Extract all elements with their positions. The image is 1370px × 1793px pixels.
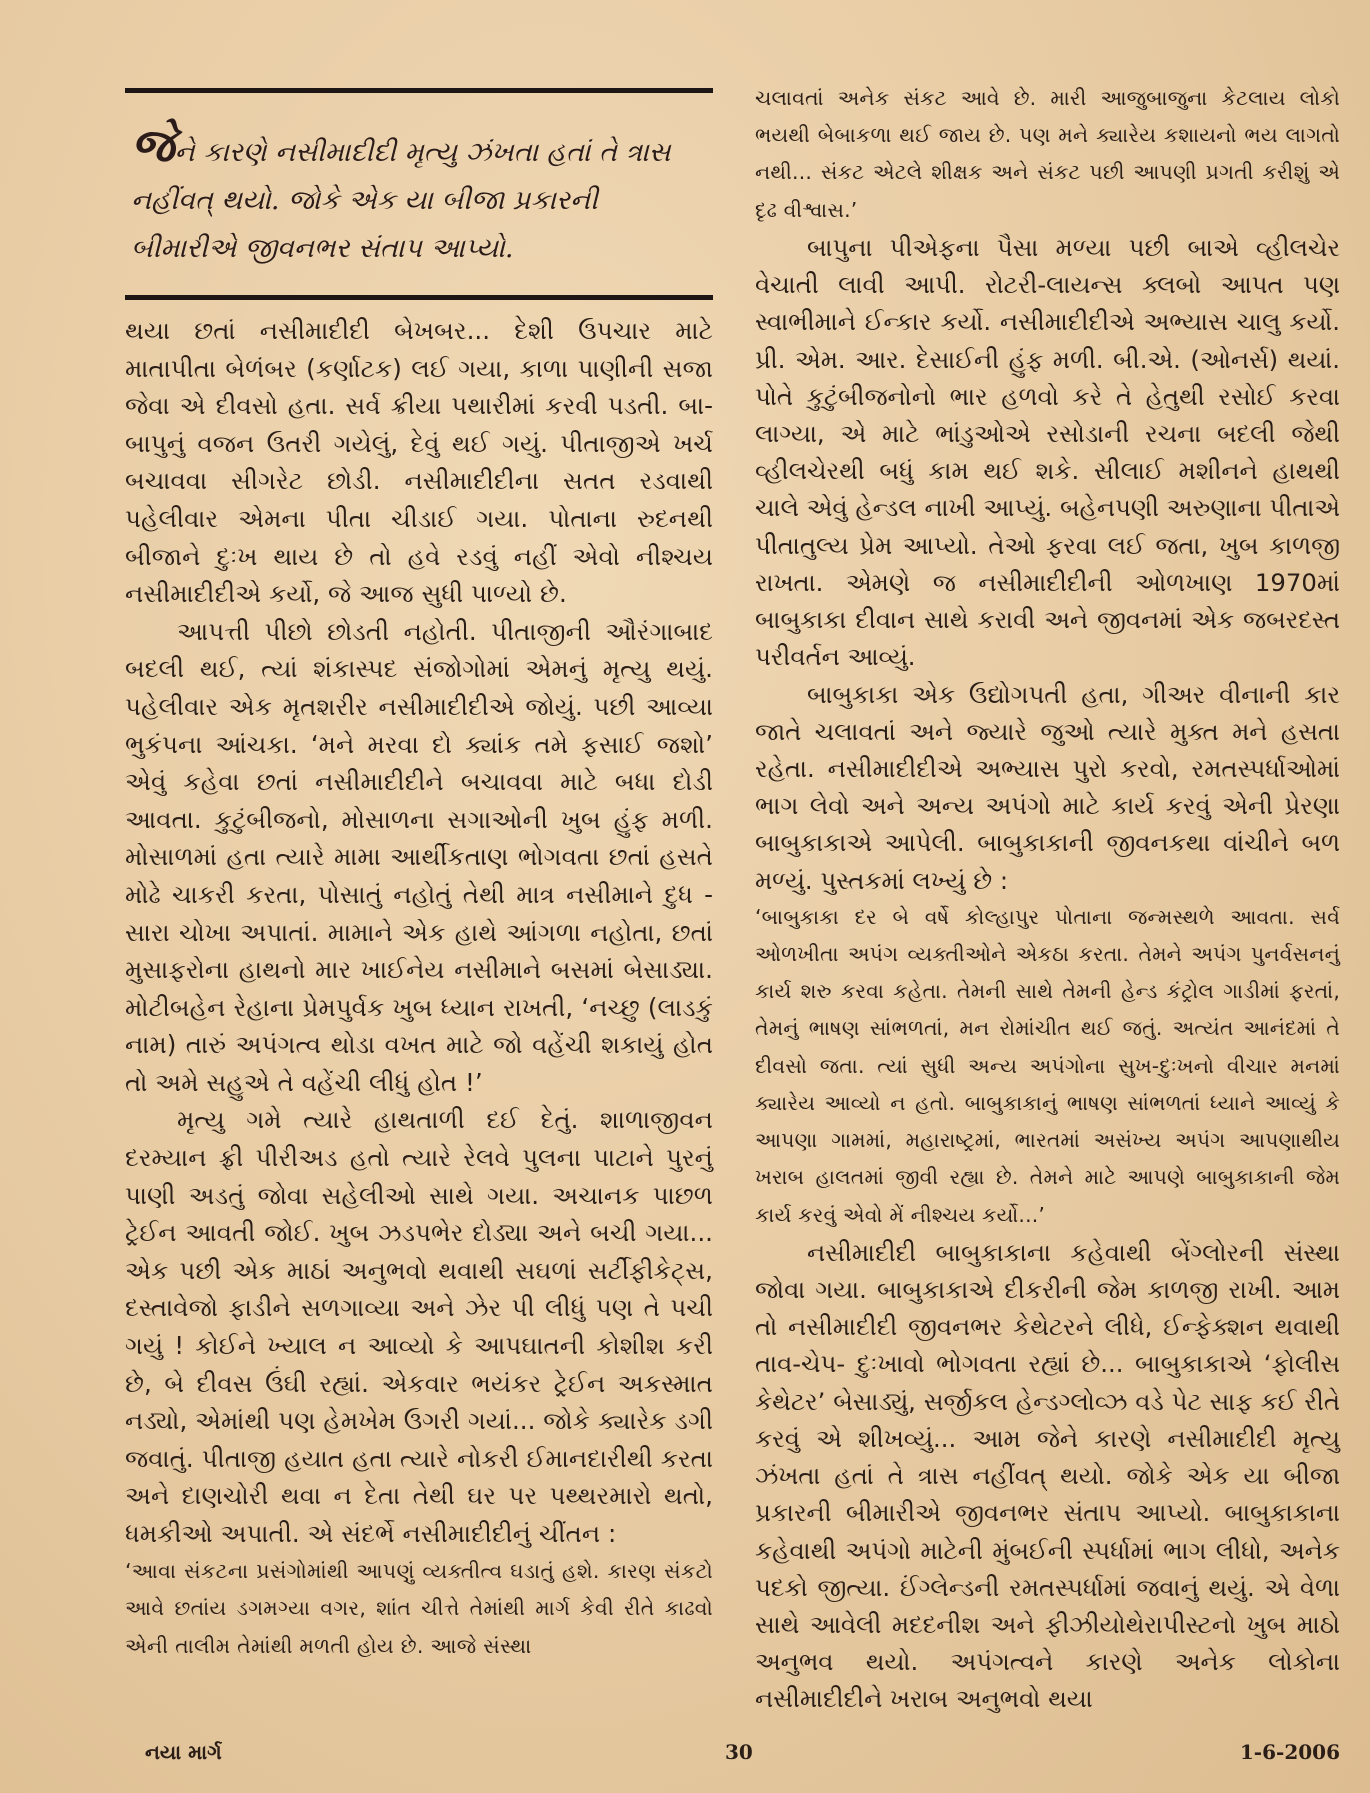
- pullquote-text: ને કારણે નસીમાદીદી મૃત્યુ ઝંખતા હતાં તે ત્રાસ નહીંવત્ થયો. જોકે એક યા બીજા પ્રકારની બીમારીએ જીવનભર સંતાપ આપ્યો.: [131, 137, 671, 264]
- left-paragraph: મૃત્યુ ગમે ત્યારે હાથતાળી દઈ દેતું. શાળાજીવન દરમ્યાન ફ્રી પીરીઅડ હતો ત્યારે રેલવે પુલના પાટાને પુરનું પાણી અડતું જોવા સહેલીઓ સાથે ગયા. અચાનક પાછળ ટ્રેઈન આવતી જોઈ. ખુબ ઝડપભેર દોડ્યા અને બચી ગયા... એક પછી એક માઠાં અનુભવો થવાથી સઘળાં સર્ટીફીકેટ્સ, દસ્તાવેજો ફાડીને સળગાવ્યા અને ઝેર પી લીધું પણ તે પચી ગયું ! કોઈને ખ્યાલ ન આવ્યો કે આપઘાતની કોશીશ કરી છે, બે દીવસ ઉંઘી રહ્યાં. એકવાર ભયંકર ટ્રેઈન અકસ્માત નડ્યો, એમાંથી પણ હેમખેમ ઉગરી ગયાં... જોકે ક્યારેક ડગી જવાતું. પીતાજી હયાત હતા ત્યારે નોકરી ઈમાનદારીથી કરતા અને દાણચોરી થવા ન દેતા તેથી ઘર પર પથ્થરમારો થતો, ધમકીઓ અપાતી. એ સંદર્ભે નસીમાદીદીનું ચીંતન :: [125, 1105, 713, 1548]
- right-quote-paragraph: ‘બાબુકાકા દર બે વર્ષે કોલ્હાપુર પોતાના જન્મસ્થળે આવતા. સર્વ ઓળખીતા અપંગ વ્યક્તીઓને એકઠા કરતા. તેમને અપંગ પુનર્વસનનું કાર્ય શરુ કરવા કહેતા. તેમની સાથે તેમની હેન્ડ કંટ્રોલ ગાડીમાં ફરતાં, તેમનું ભાષણ સાંભળતાં, મન રોમાંચીત થઈ જતું. અત્યંત આનંદમાં તે દીવસો જતા. ત્યાં સુધી અન્ય અપંગોના સુખ-દુઃખનો વીચાર મનમાં ક્યારેય આવ્યો ન હતો. બાબુકાકાનું ભાષણ સાંભળતાં ધ્યાને આવ્યું કે આપણા ગામમાં, મહારાષ્ટ્રમાં, ભારતમાં અસંખ્ય અપંગ આપણાથીય ખરાબ હાલતમાં જીવી રહ્યા છે. તેમને માટે આપણે બાબુકાકાની જેમ કાર્ય કરવું એવો મેં નીશ્ચય કર્યો...’: [755, 904, 1340, 1227]
- pullquote-dropcap: જે: [131, 118, 175, 172]
- right-paragraph: નસીમાદીદી બાબુકાકાના કહેવાથી બેંગ્લોરની સંસ્થા જોવા ગયા. બાબુકાકાએ દીકરીની જેમ કાળજી રાખી. આમ તો નસીમાદીદી જીવનભર કેથેટરને લીધે, ઈન્ફેક્શન થવાથી તાવ-ચેપ- દુઃખાવો ભોગવતા રહ્યાં છે... બાબુકાકાએ ‘ફોલીસ કેથેટર’ બેસાડ્યું, સર્જીકલ હેન્ડગ્લોવ્ઝ વડે પેટ સાફ કઈ રીતે કરવું એ શીખવ્યું... આમ જેને કારણે નસીમાદીદી મૃત્યુ ઝંખતા હતાં તે ત્રાસ નહીંવત્ થયો. જોકે એક યા બીજા પ્રકારની બીમારીએ જીવનભર સંતાપ આપ્યો. બાબુકાકાના કહેવાથી અપંગો માટેની મુંબઈની સ્પર્ધામાં ભાગ લીધો, અનેક પદકો જીત્યા. ઈંગ્લેન્ડની રમતસ્પર્ધામાં જવાનું થયું. એ વેળા સાથે આવેલી મદદનીશ અને ફીઝીયોથેરાપીસ્ટનો ખુબ માઠો અનુભવ થયો. અપંગત્વને કારણે અનેક લોકોના નસીમાદીદીને ખરાબ અનુભવો થયા: [755, 1237, 1340, 1714]
- right-paragraph: બાપુના પીએફના પૈસા મળ્યા પછી બાએ વ્હીલચેર વેચાતી લાવી આપી. રોટરી-લાયન્સ ક્લબો આપત પણ સ્વાભીમાને ઈન્કાર કર્યો. નસીમાદીદીએ અભ્યાસ ચાલુ કર્યો. પ્રી. એમ. આર. દેસાઈની હુંફ મળી. બી.એ. (ઓનર્સ) થયાં. પોતે કુટુંબીજનોનો ભાર હળવો કરે તે હેતુથી રસોઈ કરવા લાગ્યા, એ માટે ભાંડુઓએ રસોડાની રચના બદલી જેથી વ્હીલચેરથી બધું કામ થઈ શકે. સીલાઈ મશીનને હાથથી ચાલે એવું હેન્ડલ નાખી આપ્યું. બહેનપણી અરુણાના પીતાએ પીતાતુલ્ય પ્રેમ આપ્યો. તેઓ ફરવા લઈ જતા, ખુબ કાળજી રાખતા. એમણે જ નસીમાદીદીની ઓળખાણ 1970માં બાબુકાકા દીવાન સાથે કરાવી અને જીવનમાં એક જબરદસ્ત પરીવર્તન આવ્યું.: [755, 232, 1340, 672]
- magazine-name: નયા માર્ગ: [145, 1740, 222, 1764]
- right-paragraph: બાબુકાકા એક ઉદ્યોગપતી હતા, ગીઅર વીનાની કાર જાતે ચલાવતાં અને જ્યારે જુઓ ત્યારે મુક્ત મને હસતા રહેતા. નસીમાદીદીએ અભ્યાસ પુરો કરવો, રમતસ્પર્ધાઓમાં ભાગ લેવો અને અન્ય અપંગો માટે કાર્ય કરવું એની પ્રેરણા બાબુકાકાએ આપેલી. બાબુકાકાની જીવનકથા વાંચીને બળ મળ્યું. પુસ્તકમાં લખ્યું છે :: [755, 679, 1340, 895]
- pullquote-bottom-rule: [125, 295, 713, 300]
- left-paragraph: આપત્તી પીછો છોડતી નહોતી. પીતાજીની ઔરંગાબાદ બદલી થઈ, ત્યાં શંકાસ્પદ સંજોગોમાં એમનું મૃત્યુ થયું. પહેલીવાર એક મૃતશરીર નસીમાદીદીએ જોયું. પછી આવ્યા ભુકંપના આંચકા. ‘મને મરવા દો ક્યાંક તમે ફસાઈ જશો’ એવું કહેવા છતાં નસીમાદીદીને બચાવવા માટે બધા દોડી આવતા. કુટુંબીજનો, મોસાળના સગાઓની ખુબ હુંફ મળી. મોસાળમાં હતા ત્યારે મામા આર્થીકતાણ ભોગવતા છતાં હસતે મોઢે ચાકરી કરતા, પોસાતું નહોતું તેથી માત્ર નસીમાને દુધ - સારા ચોખા અપાતાં. મામાને એક હાથે આંગળા નહોતા, છતાં મુસાફરોના હાથનો માર ખાઈનેય નસીમાને બસમાં બેસાડ્યા. મોટીબહેન રેહાના પ્રેમપુર્વક ખુબ ધ્યાન રાખતી, ‘નચ્છુ (લાડકું નામ) તારું અપંગત્વ થોડા વખત માટે જો વહેંચી શકાયું હોત તો અમે સહુએ તે વહેંચી લીધું હોત !’: [125, 616, 713, 1097]
- right-body-text: [755, 80, 1340, 1718]
- right-column: [755, 80, 1340, 1718]
- page-footer: [145, 1740, 1340, 1770]
- issue-date: 1-6-2006: [1239, 1740, 1340, 1764]
- page-number: 30: [725, 1740, 753, 1764]
- left-column: [125, 88, 713, 1665]
- left-quote-paragraph: ‘આવા સંકટના પ્રસંગોમાંથી આપણું વ્યક્તીત્વ ઘડાતું હશે. કારણ સંકટો આવે છતાંય ડગમગ્યા વગર, શાંત ચીત્તે તેમાંથી માર્ગ કેવી રીતે કાઢવો એની તાલીમ તેમાંથી મળતી હોય છે. આજે સંસ્થા: [125, 1558, 713, 1658]
- pullquote: [125, 93, 713, 295]
- left-paragraph: થયા છતાં નસીમાદીદી બેખબર... દેશી ઉપચાર માટે માતાપીતા બેળંબર (કર્ણાટક) લઈ ગયા, કાળા પાણીની સજા જેવા એ દીવસો હતા. સર્વ ક્રીયા પથારીમાં કરવી પડતી. બા-બાપુનું વજન ઉતરી ગયેલું, દેવું થઈ ગયું. પીતાજીએ ખર્ચ બચાવવા સીગરેટ છોડી. નસીમાદીદીના સતત રડવાથી પહેલીવાર એમના પીતા ચીડાઈ ગયા. પોતાના રુદનથી બીજાને દુઃખ થાય છે તો હવે રડવું નહીં એવો નીશ્ચય નસીમાદીદીએ કર્યો, જે આજ સુધી પાળ્યો છે.: [125, 316, 713, 609]
- left-body-text: [125, 312, 713, 1665]
- right-quote-paragraph: ચલાવતાં અનેક સંકટ આવે છે. મારી આજુબાજુના કેટલાય લોકો ભયથી બેબાકળા થઈ જાય છે. પણ મને ક્યારેય કશાયનો ભય લાગતો નથી... સંકટ એટલે શીક્ષક અને સંકટ પછી આપણી પ્રગતી કરીશું એ દૃઢ વીશ્વાસ.’: [755, 86, 1340, 222]
